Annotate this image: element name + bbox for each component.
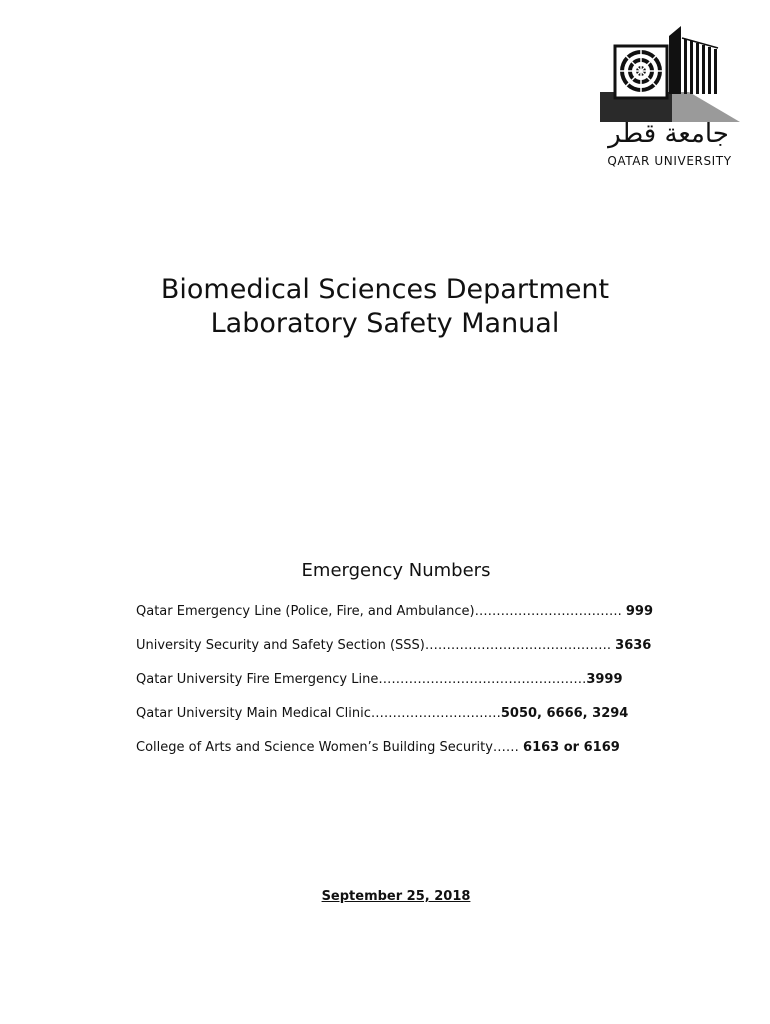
emergency-number: 5050, 6666, 3294 (500, 706, 629, 721)
emergency-item-womens-building-security (136, 739, 666, 756)
dot-leader: ……………………………………. (424, 638, 612, 653)
logo-arabic-name: جامعة قطر (608, 119, 729, 149)
document-title (0, 273, 770, 341)
emergency-numbers-list (136, 603, 666, 773)
dot-leader: ………………………………………… (378, 672, 587, 687)
dot-leader: …… (492, 740, 519, 755)
emergency-item-qatar-emergency-line (136, 603, 666, 620)
emergency-number: 6163 or 6169 (523, 740, 620, 755)
document-date: September 25, 2018 (321, 889, 471, 904)
emergency-label: Qatar University Main Medical Clinic (136, 706, 371, 721)
title-line-1: Biomedical Sciences Department (160, 274, 610, 305)
emergency-label: Qatar University Fire Emergency Line (136, 672, 379, 687)
emergency-label: University Security and Safety Section (SSS) (136, 638, 425, 653)
logo-emblem-icon (597, 24, 742, 124)
emergency-number: 999 (625, 604, 654, 619)
emergency-numbers-heading: Emergency Numbers (301, 560, 491, 581)
emergency-label: College of Arts and Science Women’s Building Security (136, 740, 493, 755)
qatar-university-logo (597, 24, 745, 172)
emergency-label: Qatar Emergency Line (Police, Fire, and Ambulance) (136, 604, 475, 619)
dot-leader: ……………………………. (474, 604, 622, 619)
emergency-item-medical-clinic (136, 705, 666, 722)
emergency-item-fire-emergency (136, 671, 666, 688)
emergency-number: 3999 (586, 672, 623, 687)
emergency-item-university-security (136, 637, 666, 654)
dot-leader: ………………………… (370, 706, 501, 721)
emergency-number: 3636 (615, 638, 652, 653)
logo-english-name: QATAR UNIVERSITY (607, 154, 732, 168)
title-line-2: Laboratory Safety Manual (210, 308, 560, 339)
